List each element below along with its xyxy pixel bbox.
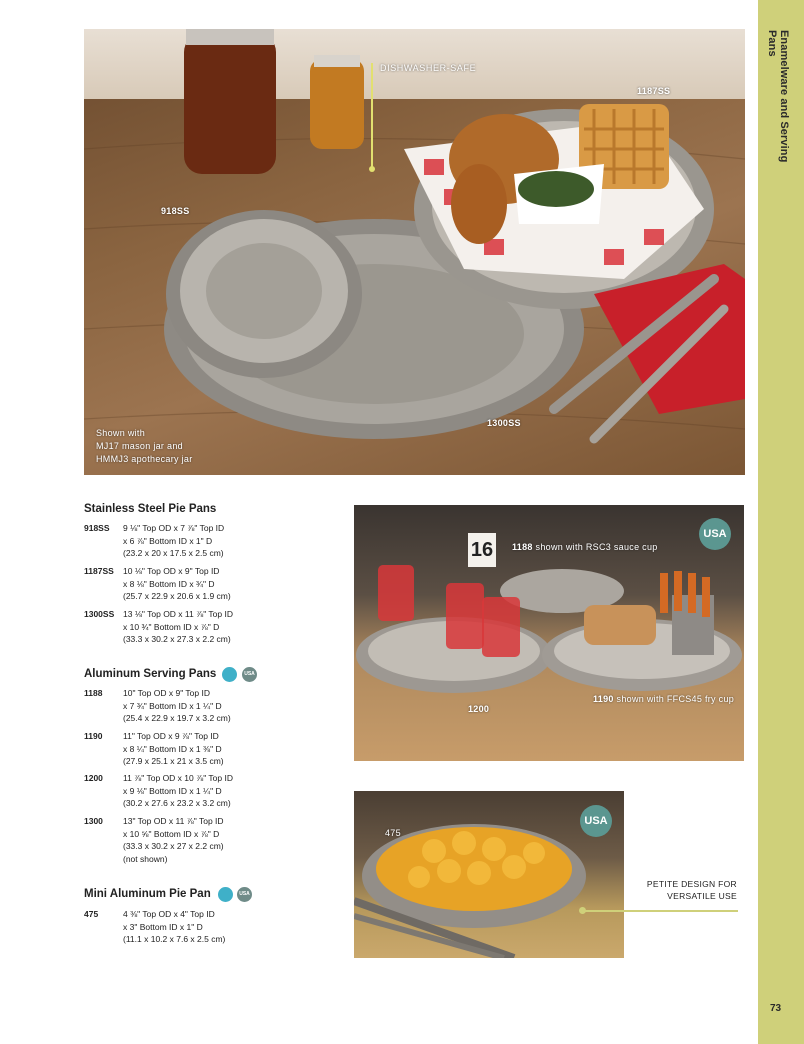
usa-icon: USA [237, 887, 252, 902]
table-number-card: 16 [470, 539, 494, 561]
spec-lines: 10 ⅛" Top OD x 9" Top ID x 8 ⅛" Bottom ID x ¾" D (25.7 x 22.9 x 20.6 x 1.9 cm) [123, 566, 231, 601]
callout-dot-dishwasher [369, 166, 375, 172]
spec-lines: 9 ⅛" Top OD x 7 ⅞" Top ID x 6 ⅞" Bottom ID x 1" D (23.2 x 20 x 17.5 x 2.5 cm) [123, 523, 225, 558]
section-title-mini: Mini Aluminum Pie Pan [84, 888, 211, 900]
callout-dot-petite [579, 907, 586, 914]
usa-badge: USA [580, 805, 612, 837]
spec-lines: 4 ⅜" Top OD x 4" Top ID x 3" Bottom ID x 1" D (11.1 x 10.2 x 7.6 x 2.5 cm) [123, 909, 226, 944]
spec-code: 1190 [84, 731, 103, 741]
spec-code: 918SS [84, 523, 110, 533]
dishwasher-safe-icon [222, 667, 237, 682]
hero-photo [84, 29, 745, 475]
side-tab-title: Enamelware and Serving Pans [766, 30, 790, 163]
spec-lines: 13 ⅛" Top OD x 11 ⅞" Top ID x 10 ¾" Bottom ID x ⅞" D (33.3 x 30.2 x 27.3 x 2.2 cm) [123, 609, 233, 644]
label-475: 475 [385, 828, 401, 838]
caption-1190: 1190 shown with FFCS45 fry cup [593, 694, 735, 704]
dishwasher-safe-icon [218, 887, 233, 902]
spec-code: 1200 [84, 773, 103, 783]
section-title-aluminum: Aluminum Serving Pans [84, 668, 217, 680]
spec-lines: 13" Top OD x 11 ⅞" Top ID x 10 ⅝" Bottom ID x ⅞" D (33.3 x 30.2 x 27 x 2.2 cm) (not shown) [123, 816, 224, 864]
label-1187ss: 1187SS [637, 86, 671, 96]
label-1200: 1200 [468, 704, 490, 714]
label-dishwasher-safe: DISHWASHER-SAFE [380, 63, 477, 73]
mini-pie-pan-photo [354, 791, 624, 958]
shown-with-caption: Shown with MJ17 mason jar and HMMJ3 apothecary jar [96, 428, 193, 464]
page-number: 73 [770, 1003, 782, 1014]
callout-line-dishwasher [371, 63, 373, 169]
label-1300ss: 1300SS [487, 418, 521, 428]
spec-lines: 11" Top OD x 9 ⅞" Top ID x 8 ¼" Bottom ID x 1 ⅜" D (27.9 x 25.1 x 21 x 3.5 cm) [123, 731, 224, 766]
caption-1188: 1188 shown with RSC3 sauce cup [512, 542, 658, 552]
spec-code: 1188 [84, 688, 103, 698]
spec-code: 475 [84, 909, 99, 919]
serving-pans-photo [354, 505, 744, 761]
spec-code: 1300 [84, 816, 103, 826]
label-918ss: 918SS [161, 206, 190, 216]
spec-lines: 10" Top OD x 9" Top ID x 7 ¾" Bottom ID x 1 ¼" D (25.4 x 22.9 x 19.7 x 3.2 cm) [123, 688, 231, 723]
spec-lines: 11 ⅞" Top OD x 10 ⅞" Top ID x 9 ⅛" Bottom ID x 1 ¼" D (30.2 x 27.6 x 23.2 x 3.2 cm) [123, 773, 233, 808]
spec-code: 1300SS [84, 609, 115, 619]
usa-icon: USA [242, 667, 257, 682]
usa-badge: USA [699, 518, 731, 550]
section-title-stainless: Stainless Steel Pie Pans [84, 503, 217, 515]
petite-design-callout: PETITE DESIGN FOR VERSATILE USE [646, 879, 737, 901]
callout-line-petite [583, 910, 738, 912]
spec-code: 1187SS [84, 566, 114, 576]
